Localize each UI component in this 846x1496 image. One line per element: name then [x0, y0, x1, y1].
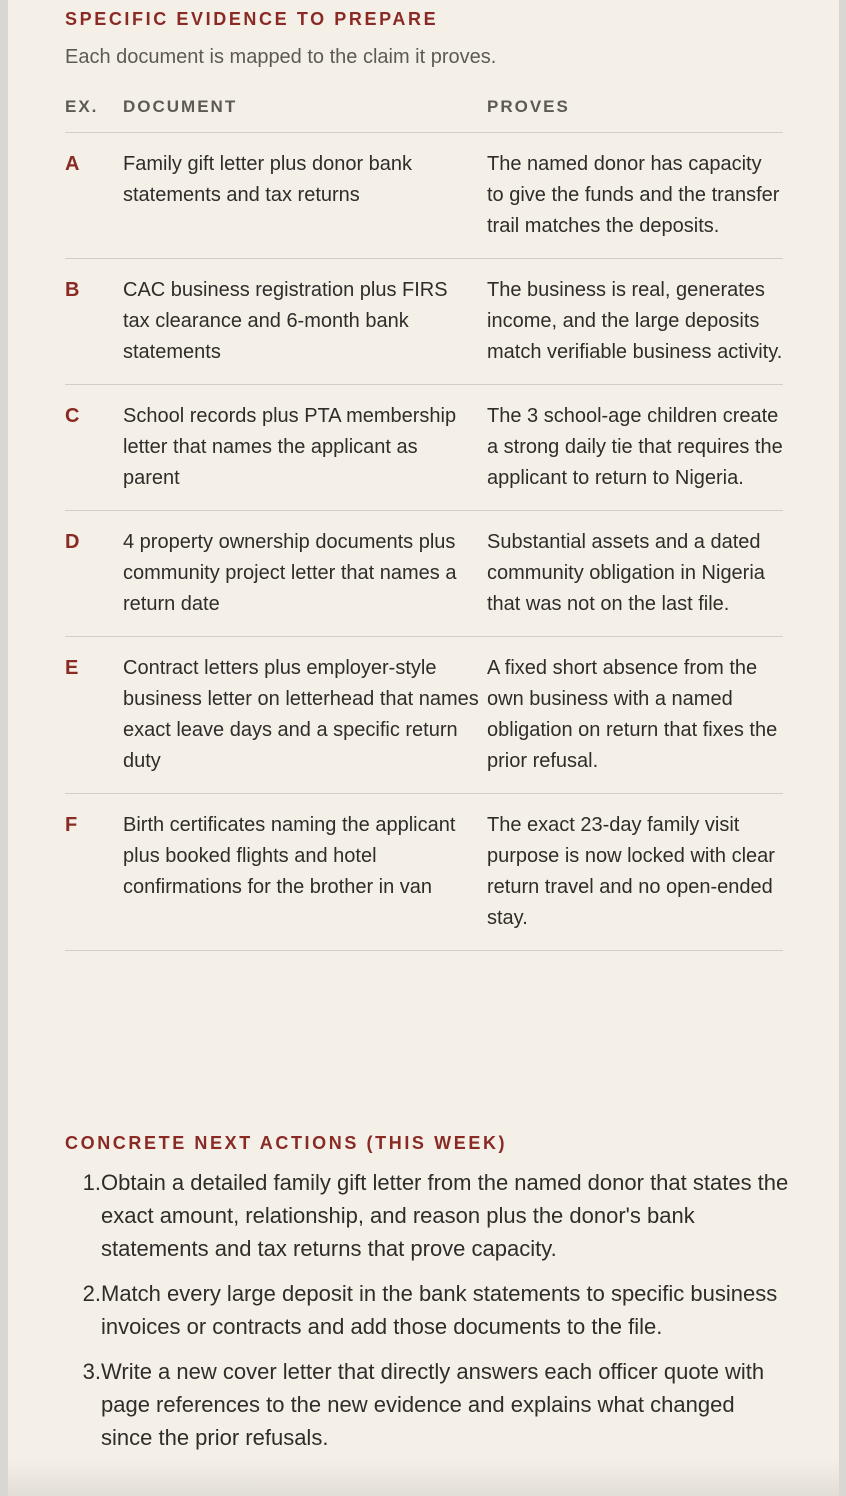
- list-item-text: Match every large deposit in the bank statements to specific business invoices or contracts and add those documents to the file.: [101, 1281, 778, 1339]
- document-cell: 4 property ownership documents plus community project letter that names a return date: [123, 531, 457, 615]
- list-item: [70, 1166, 790, 1265]
- table-row: [65, 794, 783, 951]
- exhibit-label: E: [65, 657, 79, 679]
- table-row: [65, 259, 783, 385]
- list-item-number: 2.: [82, 1281, 101, 1306]
- table-row: [65, 385, 783, 511]
- document-cell: Birth certificates naming the applicant plus booked flights and hotel confirmations for the brother in van: [123, 814, 456, 898]
- column-header-proves: PROVES: [487, 97, 570, 116]
- document-cell: Contract letters plus employer-style business letter on letterhead that names exact leave days and a specific return duty: [123, 657, 479, 772]
- document-cell: School records plus PTA membership letter that names the applicant as parent: [123, 405, 457, 489]
- document-page: [8, 0, 839, 1496]
- table-header-row: [65, 92, 783, 133]
- proves-cell: The exact 23-day family visit purpose is now locked with clear return travel and no open-ended stay.: [487, 814, 775, 929]
- table-row: [65, 133, 783, 259]
- exhibit-label: B: [65, 279, 80, 301]
- exhibit-label: A: [65, 153, 80, 175]
- proves-cell: Substantial assets and a dated community obligation in Nigeria that was not on the last file.: [487, 531, 765, 615]
- list-item: [70, 1277, 790, 1343]
- column-header-ex: EX.: [65, 97, 99, 116]
- proves-cell: The business is real, generates income, and the large deposits match verifiable business activity.: [487, 279, 783, 363]
- column-header-document: DOCUMENT: [123, 97, 238, 116]
- proves-cell: A fixed short absence from the own business with a named obligation on return that fixes the prior refusal.: [487, 657, 778, 772]
- proves-cell: The 3 school-age children create a strong daily tie that requires the applicant to return to Nigeria.: [487, 405, 783, 489]
- list-item-text: Write a new cover letter that directly answers each officer quote with page references to the new evidence and explains what changed since the prior refusals.: [101, 1359, 765, 1450]
- list-item-text: Obtain a detailed family gift letter from the named donor that states the exact amount, relationship, and reason plus the donor's bank statements and tax returns that prove capacity.: [101, 1170, 789, 1261]
- exhibit-label: C: [65, 405, 80, 427]
- actions-list: [70, 1166, 790, 1466]
- document-cell: Family gift letter plus donor bank statements and tax returns: [123, 153, 413, 206]
- bottom-scroll-fade: [8, 1460, 839, 1496]
- list-item: [70, 1355, 790, 1454]
- exhibit-label: D: [65, 531, 80, 553]
- document-cell: CAC business registration plus FIRS tax clearance and 6-month bank statements: [123, 279, 448, 363]
- table-row: [65, 511, 783, 637]
- evidence-section-subtitle: Each document is mapped to the claim it proves.: [65, 46, 497, 68]
- list-item-number: 3.: [82, 1359, 101, 1384]
- exhibit-label: F: [65, 814, 78, 836]
- table-row: [65, 637, 783, 794]
- evidence-table: [65, 92, 783, 951]
- proves-cell: The named donor has capacity to give the funds and the transfer trail matches the deposits.: [487, 153, 780, 237]
- actions-section-heading: CONCRETE NEXT ACTIONS (THIS WEEK): [65, 1133, 508, 1153]
- list-item-number: 1.: [82, 1170, 101, 1195]
- evidence-section-heading: SPECIFIC EVIDENCE TO PREPARE: [65, 9, 439, 29]
